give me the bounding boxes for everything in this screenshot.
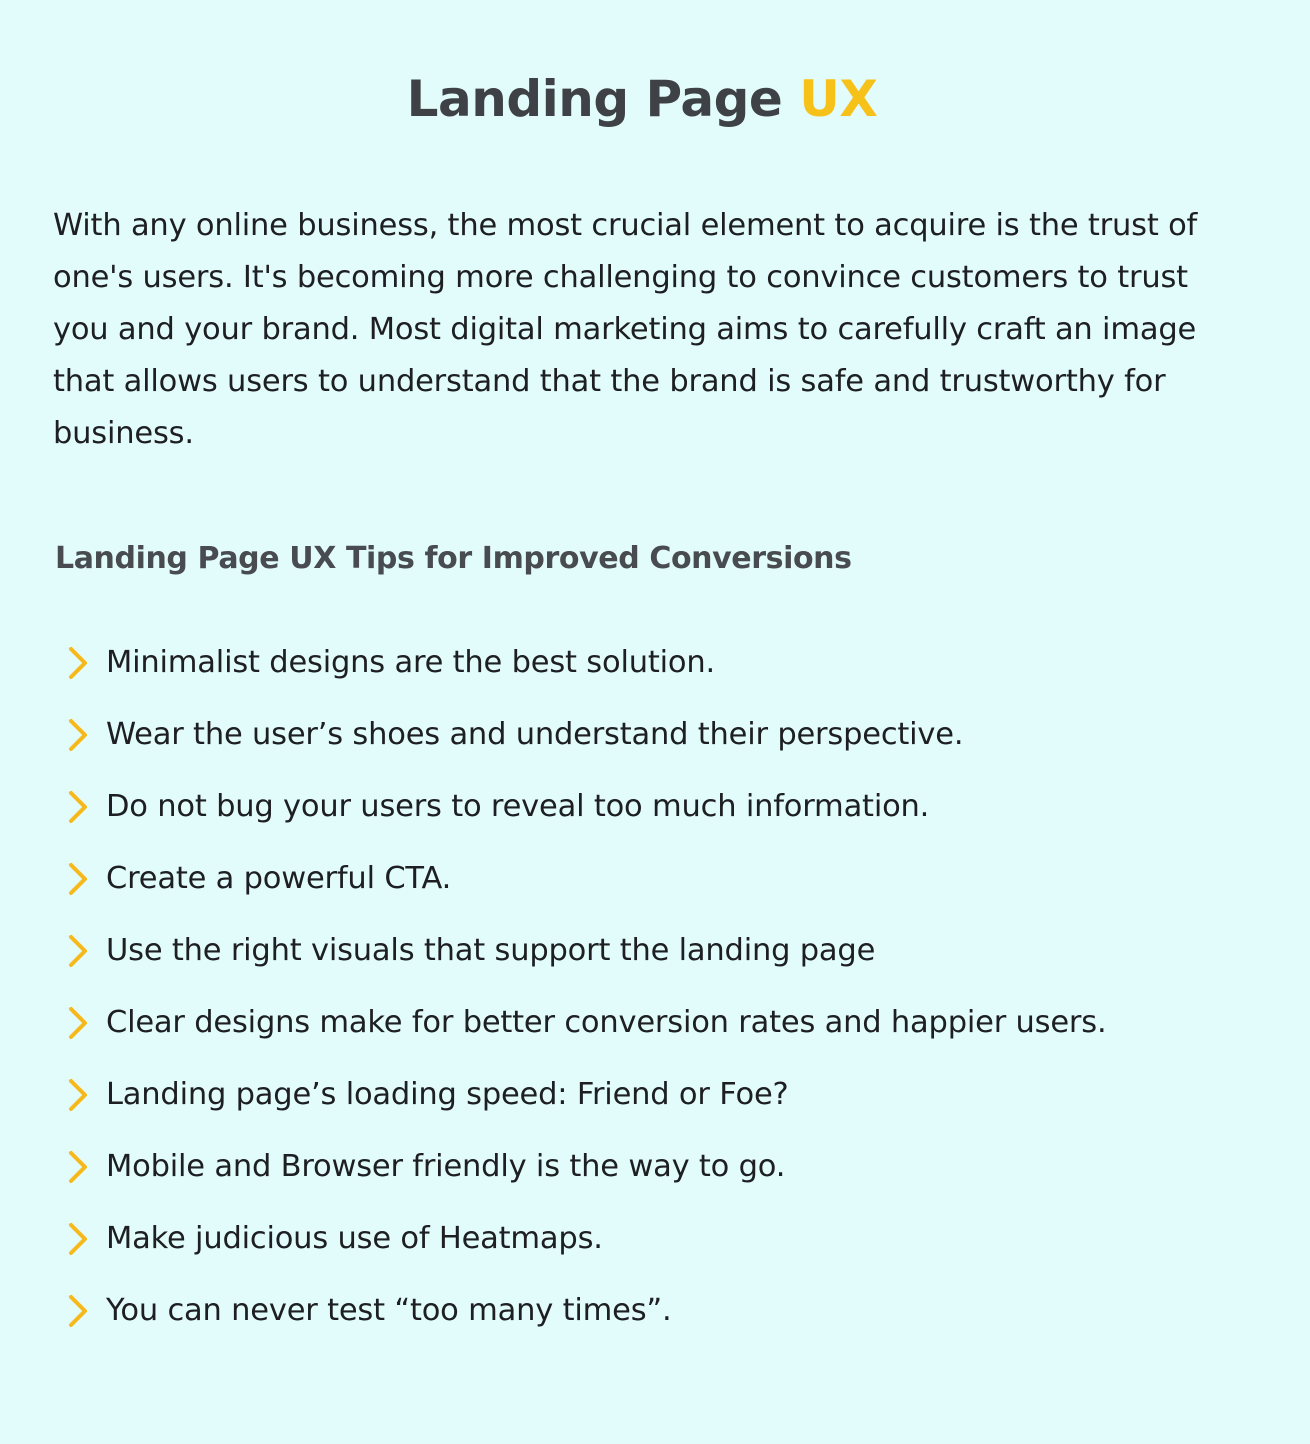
chevron-right-icon: [62, 859, 94, 899]
tips-list: [62, 627, 1262, 1347]
tip-item: [62, 1059, 1262, 1131]
tip-text: Use the right visuals that support the landing page: [106, 933, 876, 968]
chevron-right-icon: [62, 787, 94, 827]
tip-item: [62, 1275, 1262, 1347]
tip-text: Wear the user’s shoes and understand their perspective.: [106, 717, 964, 752]
tip-item: [62, 1131, 1262, 1203]
chevron-right-icon: [62, 931, 94, 971]
page-title-main: Landing Page: [406, 70, 783, 128]
tip-text: You can never test “too many times”.: [106, 1293, 672, 1328]
tip-text: Landing page’s loading speed: Friend or Foe?: [106, 1077, 789, 1112]
tip-text: Make judicious use of Heatmaps.: [106, 1221, 603, 1256]
intro-paragraph: With any online business, the most crucial element to acquire is the trust of one's users. It's becoming more challenging to convince customers to trust you and your brand. Most digital marketing aims to carefully craft an image that allows users to understand that the brand is safe and trustworthy for business.: [53, 208, 1198, 451]
chevron-right-icon: [62, 643, 94, 683]
chevron-right-icon: [62, 1219, 94, 1259]
tip-text: Do not bug your users to reveal too much information.: [106, 789, 930, 824]
chevron-right-icon: [62, 1291, 94, 1331]
chevron-right-icon: [62, 1003, 94, 1043]
tip-item: [62, 627, 1262, 699]
tip-item: [62, 1203, 1262, 1275]
tip-text: Clear designs make for better conversion rates and happier users.: [106, 1005, 1107, 1040]
tips-heading: Landing Page UX Tips for Improved Conversions: [55, 541, 852, 576]
tip-item: [62, 771, 1262, 843]
chevron-right-icon: [62, 1075, 94, 1115]
tip-item: [62, 987, 1262, 1059]
tip-text: Minimalist designs are the best solution.: [106, 645, 715, 680]
chevron-right-icon: [62, 715, 94, 755]
tip-text: Create a powerful CTA.: [106, 861, 452, 896]
tip-text: Mobile and Browser friendly is the way to go.: [106, 1149, 786, 1184]
page-title-accent: UX: [799, 70, 878, 128]
tip-item: [62, 915, 1262, 987]
tip-item: [62, 843, 1262, 915]
page-title: [0, 66, 1284, 132]
chevron-right-icon: [62, 1147, 94, 1187]
tip-item: [62, 699, 1262, 771]
